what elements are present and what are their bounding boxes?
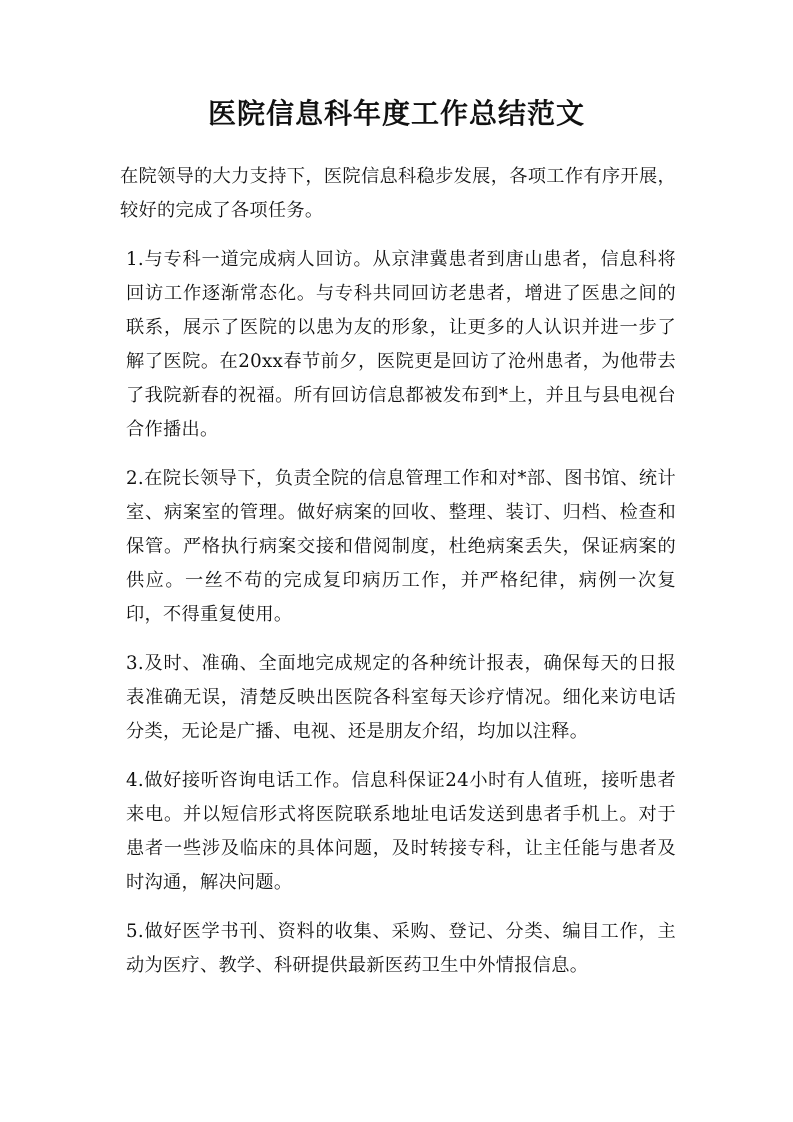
paragraph-item-3: 3.及时、准确、全面地完成规定的各种统计报表，确保每天的日报表准确无误，清楚反映出医院各科室每天诊疗情况。细化来访电话分类，无论是广播、电视、还是朋友介绍，均加以注释。 (126, 653, 676, 742)
paragraph-item-1: 1.与专科一道完成病人回访。从京津冀患者到唐山患者，信息科将回访工作逐渐常态化。与专科共同回访老患者，增进了医患之间的联系，展示了医院的以患为友的形象，让更多的人认识并进一步了解了医院。在20xx春节前夕，医院更是回访了沧州患者，为他带去了我院新春的祝福。所有回访信息都被发布到*上，并且与县电视台合作播出。 (126, 249, 676, 440)
paragraph-item-5: 5.做好医学书刊、资料的收集、采购、登记、分类、编目工作，主动为医疗、教学、科研提供最新医药卫生中外情报信息。 (126, 921, 676, 976)
paragraph-intro: 在院领导的大力支持下，医院信息科稳步发展，各项工作有序开展，较好的完成了各项任务。 (120, 166, 676, 221)
document-title: 医院信息科年度工作总结范文 (207, 97, 585, 130)
paragraph-item-4: 4.做好接听咨询电话工作。信息科保证24小时有人值班，接听患者来电。并以短信形式将医院联系地址电话发送到患者手机上。对于患者一些涉及临床的具体问题，及时转接专科，让主任能与患者及时沟通，解决问题。 (126, 770, 676, 893)
document-body (120, 160, 676, 998)
paragraph-item-2: 2.在院长领导下，负责全院的信息管理工作和对*部、图书馆、统计室、病案室的管理。做好病案的回收、整理、装订、归档、检查和保管。严格执行病案交接和借阅制度，杜绝病案丢失，保证病案的供应。一丝不苟的完成复印病历工作，并严格纪律，病例一次复印，不得重复使用。 (126, 468, 676, 625)
